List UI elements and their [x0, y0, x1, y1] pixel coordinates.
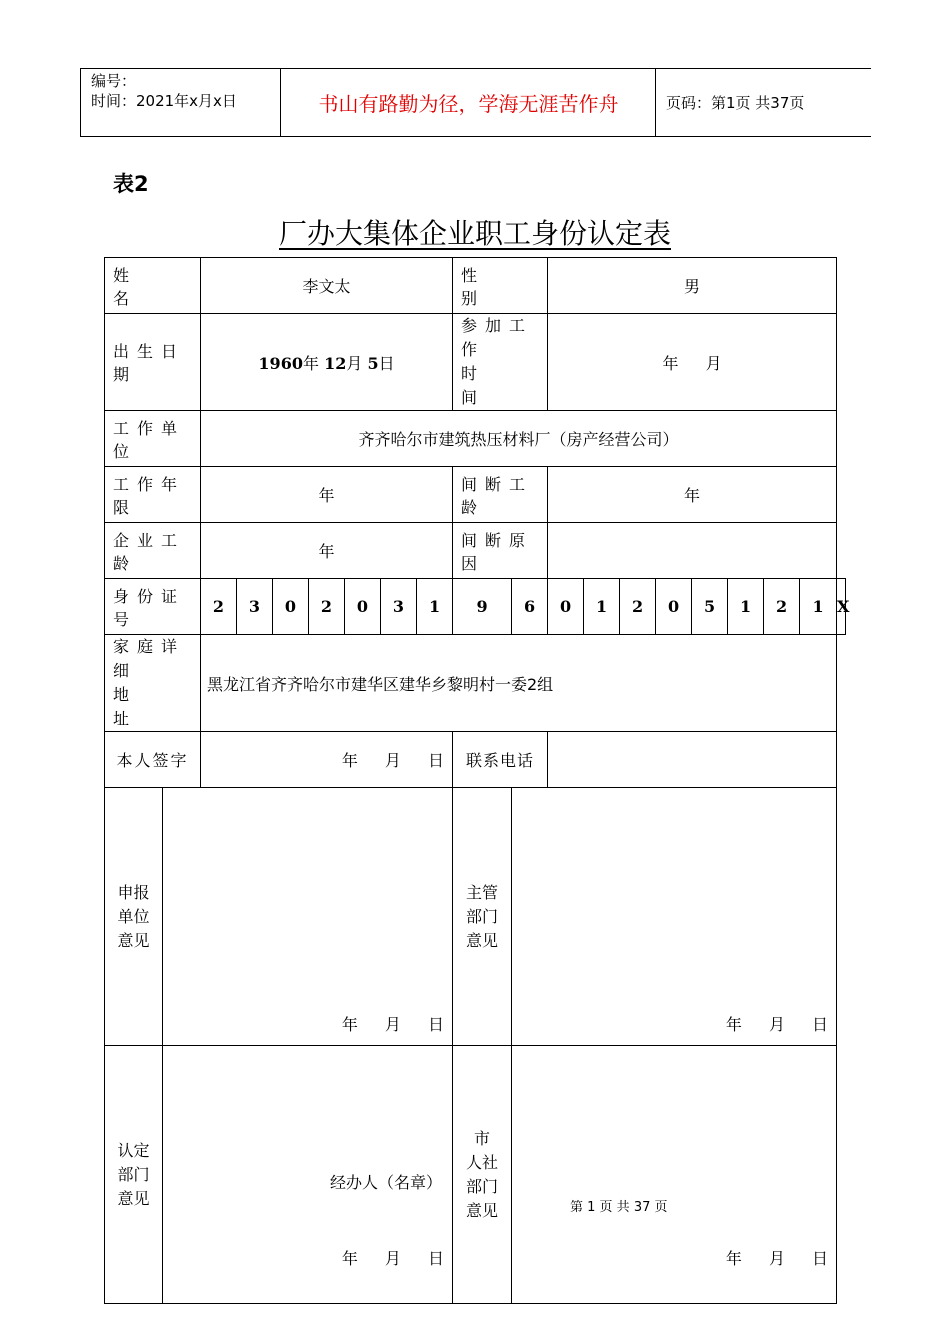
- gender-value[interactable]: 男: [548, 258, 837, 314]
- row-opinions-2: [105, 1046, 846, 1304]
- enterprise-years-label: 企业工龄: [105, 523, 201, 579]
- supervisor-opinion[interactable]: [512, 788, 837, 1046]
- join-value[interactable]: 年 月: [548, 314, 837, 411]
- address-value[interactable]: 黑龙江省齐齐哈尔市建华区建华乡黎明村一委2组: [201, 635, 837, 732]
- city-date: 年 月 日: [725, 1249, 829, 1268]
- address-label: [105, 635, 201, 732]
- break-reason-value[interactable]: [548, 523, 837, 579]
- identify-opinion[interactable]: [163, 1046, 453, 1304]
- time-label: 时间：2021年x月x日: [91, 92, 237, 110]
- birth-month-unit: 月: [346, 353, 363, 373]
- years-label: 工作年限: [105, 467, 201, 523]
- id-digit[interactable]: 2: [309, 579, 345, 635]
- row-opinions-1: [105, 788, 846, 1046]
- name-label: 姓 名: [105, 258, 201, 314]
- id-digit[interactable]: 1: [728, 579, 764, 635]
- city-label-line: 部门: [466, 1176, 499, 1196]
- break-years-label: 间断工龄: [453, 467, 548, 523]
- phone-value[interactable]: [548, 732, 837, 788]
- id-digit[interactable]: 0: [345, 579, 381, 635]
- page-info: 页码：第1页 共37页: [666, 94, 805, 112]
- identify-label: [105, 1046, 163, 1304]
- identify-label-line: 部门: [117, 1164, 150, 1184]
- row-id: [105, 579, 846, 635]
- id-digit[interactable]: 0: [656, 579, 692, 635]
- birth-day-unit: 日: [378, 353, 395, 373]
- table-number: 表2: [113, 172, 149, 196]
- unit-label: 工作单位: [105, 411, 201, 467]
- id-digit[interactable]: 5: [692, 579, 728, 635]
- city-page-note: 第 1 页 共 37 页: [570, 1200, 668, 1215]
- report-label-line: 单位: [117, 906, 150, 926]
- join-label-line1: 参加工作: [461, 316, 534, 359]
- document-header: [80, 68, 871, 137]
- id-digit[interactable]: 2: [201, 579, 237, 635]
- report-label-line: 申报: [117, 882, 150, 902]
- id-digit[interactable]: 9: [453, 579, 512, 635]
- row-signature: [105, 732, 846, 788]
- number-label: 编号：: [91, 72, 137, 90]
- page-title: [0, 212, 950, 252]
- row-enterprise: [105, 523, 846, 579]
- supervisor-label-line: 主管: [466, 882, 499, 902]
- row-name: [105, 258, 846, 314]
- row-birth: [105, 314, 846, 411]
- birth-label: 出生日期: [105, 314, 201, 411]
- city-label: [453, 1046, 512, 1304]
- supervisor-label-line: 意见: [466, 930, 499, 950]
- city-label-line: 意见: [466, 1200, 499, 1220]
- handler-label: 经办人（名章）: [330, 1173, 443, 1192]
- gender-label: 性 别: [453, 258, 548, 314]
- row-years: [105, 467, 846, 523]
- report-opinion[interactable]: [163, 788, 453, 1046]
- id-label: 身份证号: [105, 579, 201, 635]
- join-label-line2: 时 间: [461, 364, 518, 407]
- id-digit[interactable]: 2: [620, 579, 656, 635]
- id-digit[interactable]: 1: [800, 579, 837, 635]
- supervisor-date: 年 月 日: [725, 1015, 829, 1034]
- identify-label-line: 认定: [117, 1140, 150, 1160]
- address-label-line2: 地 址: [113, 685, 178, 728]
- motto: 书山有路勤为径，学海无涯苦作舟: [282, 69, 656, 136]
- birth-value[interactable]: [201, 314, 453, 411]
- page-title-text: 厂办大集体企业职工身份认定表: [278, 217, 671, 250]
- join-label: [453, 314, 548, 411]
- id-digit[interactable]: 1: [417, 579, 453, 635]
- identity-form: [104, 257, 850, 1304]
- city-label-line: 人社: [466, 1152, 499, 1172]
- row-address: [105, 635, 846, 732]
- supervisor-label-line: 部门: [466, 906, 499, 926]
- header-meta: [81, 69, 281, 136]
- phone-label: 联系电话: [453, 732, 548, 788]
- id-digit[interactable]: 3: [381, 579, 417, 635]
- years-value[interactable]: 年: [201, 467, 453, 523]
- report-label-line: 意见: [117, 930, 150, 950]
- identify-date: 年 月 日: [341, 1249, 445, 1268]
- id-digit[interactable]: 1: [584, 579, 620, 635]
- id-digit[interactable]: 0: [548, 579, 584, 635]
- break-years-value[interactable]: 年: [548, 467, 837, 523]
- birth-year: 1960: [258, 353, 303, 373]
- id-digit[interactable]: 3: [237, 579, 273, 635]
- id-digit[interactable]: X: [837, 579, 846, 635]
- identify-label-line: 意见: [117, 1188, 150, 1208]
- name-value[interactable]: 李文太: [201, 258, 453, 314]
- birth-day: 5: [367, 353, 379, 373]
- enterprise-years-value[interactable]: 年: [201, 523, 453, 579]
- row-unit: [105, 411, 846, 467]
- address-label-line1: 家庭详细: [113, 637, 186, 680]
- signature-date[interactable]: 年 月 日: [201, 732, 453, 788]
- supervisor-label: [453, 788, 512, 1046]
- signature-label: 本人签字: [105, 732, 201, 788]
- report-label: [105, 788, 163, 1046]
- unit-value[interactable]: 齐齐哈尔市建筑热压材料厂（房产经营公司）: [201, 411, 837, 467]
- birth-year-unit: 年: [302, 353, 319, 373]
- birth-month: 12: [324, 353, 347, 373]
- report-date: 年 月 日: [341, 1015, 445, 1034]
- break-reason-label: 间断原因: [453, 523, 548, 579]
- id-digit[interactable]: 6: [512, 579, 548, 635]
- id-digit[interactable]: 2: [764, 579, 800, 635]
- city-label-line: 市: [474, 1128, 491, 1148]
- id-digit[interactable]: 0: [273, 579, 309, 635]
- city-opinion[interactable]: [512, 1046, 837, 1304]
